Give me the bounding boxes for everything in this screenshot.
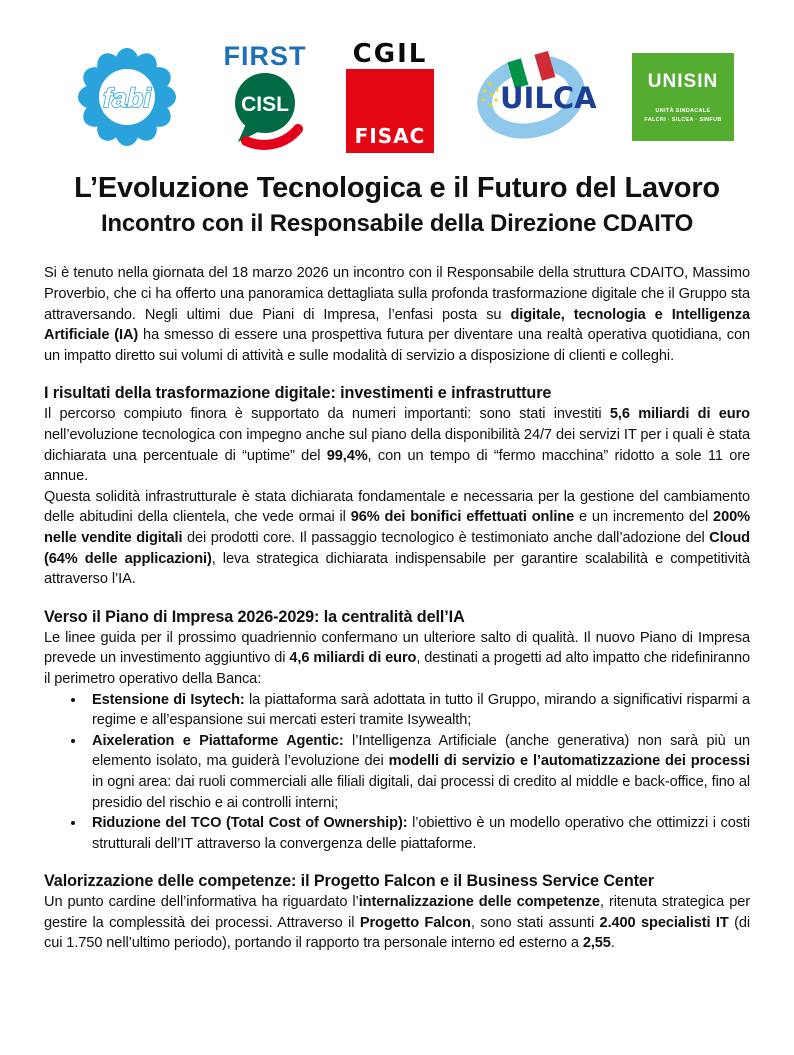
first-cisl-logo: [218, 40, 312, 152]
competenze-paragraph: Un punto cardine dell’informativa ha riguardato l’internalizzazione delle competenze, ritenuta strategica per gestire la complessità dei processi. Attraverso il Progetto Falcon, sono stati assunti 2.400 specialisti IT (di cui 1.750 nell’ultimo periodo), portando il rapporto tra personale interno ed esterno a 2,55.: [44, 894, 750, 952]
results-paragraph-1: Il percorso compiuto finora è supportato da numeri importanti: sono stati investiti 5,6 miliardi di euro nell’evoluzione tecnologica con impegno anche sul piano della disponibilità 24/7 dei servizi IT per i quali è stata dichiarata una percentuale di “uptime” del 99,4%, con un tempo di “fermo macchina” ridotto a sole 11 ore annue.: [44, 406, 750, 485]
bullet-tco: • Riduzione del TCO (Total Cost of Ownership): l’obiettivo è un modello operativo che ottimizzi i costi strutturali dell’IT attraverso la convergenza delle piattaforme.: [86, 813, 750, 854]
document-page: [0, 40, 794, 1055]
uilca-logo: [468, 50, 598, 144]
first-wordmark: FIRST: [223, 40, 307, 71]
intro-paragraph: Si è tenuto nella giornata del 18 marzo 2026 un incontro con il Responsabile della struttura CDAITO, Massimo Proverbio, che ci ha offerto una panoramica dettagliata sulla profonda trasformazione digitale che il Gruppo sta attraversando. Negli ultimi due Piani di Impresa, l’enfasi posta su digitale, tecnologia e Intelligenza Artificiale (IA) ha smesso di essere una prospettiva futura per diventare una realtà operativa quotidiana, con un impatto diretto sui volumi di attività e sulle modalità di servizio a disposizione di clienti e colleghi.: [44, 265, 750, 364]
section-heading-competenze: Valorizzazione delle competenze: il Progetto Falcon e il Business Service Center: [44, 872, 655, 891]
fisac-wordmark: FISAC: [354, 124, 426, 148]
unisin-subtitle-line1: UNITÀ SINDACALE: [655, 108, 711, 115]
union-logos-row: [70, 40, 734, 154]
document-subtitle: Incontro con il Responsabile della Direzione CDAITO: [100, 210, 694, 238]
section-heading-piano-impresa: Verso il Piano di Impresa 2026-2029: la centralità dell’IA: [44, 607, 465, 626]
unisin-wordmark: UNISIN: [647, 71, 719, 93]
section-heading-digital-results: I risultati della trasformazione digitale: investimenti e infrastrutture: [44, 384, 552, 403]
piano-impresa-paragraph: Le linee guida per il prossimo quadriennio confermano un ulteriore salto di qualità. Il nuovo Piano di Impresa prevede un investimento aggiuntivo di 4,6 miliardi di euro, destinati a progetti ad alto impatto che ridefiniranno il perimetro operativo della Banca:: [44, 629, 750, 687]
bullet-isytech: • Estensione di Isytech: la piattaforma sarà adottata in tutto il Gruppo, mirando a significativi risparmi a regime e all’espansione sui mercati esteri tramite Isywealth;: [86, 690, 750, 731]
cisl-badge-icon: [218, 72, 312, 152]
uilca-ring-icon: [468, 50, 598, 144]
cgil-fisac-logo: [346, 41, 434, 153]
uilca-wordmark: UILCA: [500, 81, 597, 115]
document-body: [44, 263, 750, 954]
piano-impresa-bullet-list: [44, 690, 750, 855]
fabi-flower-icon: [70, 46, 184, 148]
cgil-wordmark: CGIL: [352, 39, 428, 69]
fabi-wordmark: fabi: [102, 83, 152, 113]
cisl-wordmark: CISL: [241, 92, 289, 116]
unisin-subtitle-line2: FALCRI · SILCEA · SINFUB: [644, 116, 722, 123]
bullet-aixeleration: • Aixeleration e Piattaforme Agentic: l’Intelligenza Artificiale (anche generativa) non sarà più un elemento isolato, ma guiderà l’evoluzione dei modelli di servizio e l’automatizzazione dei processi in ogni area: dai ruoli commerciali alle filiali digitali, dai processi di credito al middle e back-office, fino al presidio del rischio e ai controlli interni;: [86, 731, 750, 813]
unisin-logo: [632, 53, 734, 141]
fabi-logo: [70, 46, 184, 148]
fisac-red-box: [346, 69, 434, 153]
results-paragraph-2: Questa solidità infrastrutturale è stata dichiarata fondamentale e necessaria per la gestione del cambiamento delle abitudini della clientela, che vede ormai il 96% dei bonifici effettuati online e un incremento del 200% nelle vendite digitali dei prodotti core. Il passaggio tecnologico è testimoniato anche dall’adozione del Cloud (64% delle applicazioni), leva strategica dichiarata indispensabile per garantire scalabilità e competitività attraverso l’IA.: [44, 488, 750, 588]
document-title: L’Evoluzione Tecnologica e il Futuro del Lavoro: [74, 172, 720, 204]
